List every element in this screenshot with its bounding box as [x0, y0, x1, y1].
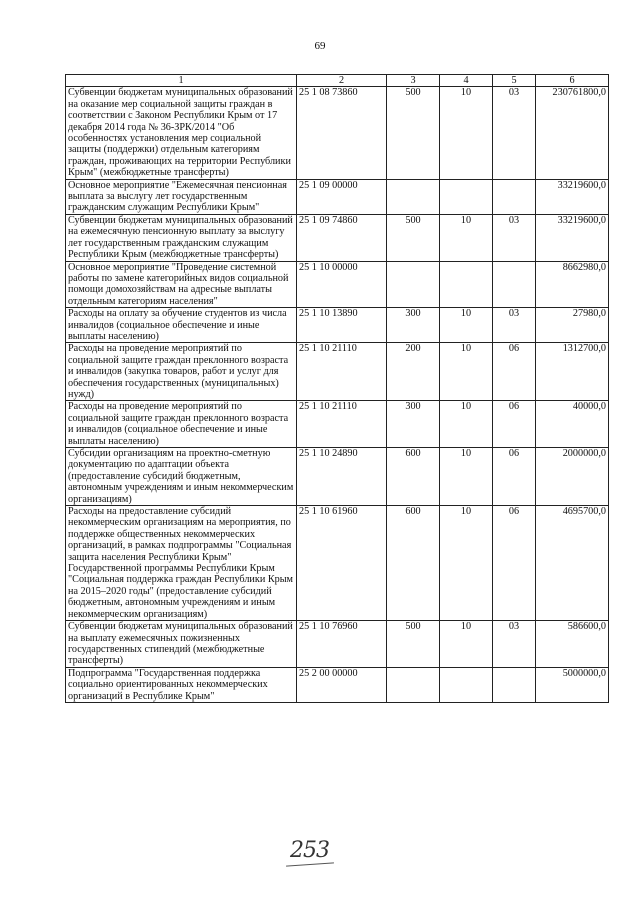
table-row [66, 261, 609, 308]
row-type: 300 [387, 401, 440, 448]
row-description: Субвенции бюджетам муниципальных образований на ежемесячную пенсионную выплату за выслугу лет государственным гражданским служащим Республики Крым (межбюджетные трансферты) [66, 214, 297, 261]
row-subsection: 03 [493, 87, 536, 179]
row-section: 10 [440, 621, 493, 668]
row-subsection [493, 261, 536, 308]
row-amount: 1312700,0 [536, 343, 609, 401]
row-amount: 40000,0 [536, 401, 609, 448]
row-description: Расходы на предоставление субсидий некоммерческим организациям на мероприятия, по поддержке общественных некоммерческих организаций, в рамках подпрограммы "Социальная защита населения Республики Крым" Государственной программы Республики Крым "Социальная поддержка граждан Республики Крым на 2015–2020 годы" (предоставление субсидий бюджетным, автономным учреждениям и иным некоммерческим организациям) [66, 506, 297, 621]
row-description: Основное мероприятие "Ежемесячная пенсионная выплата за выслугу лет государственным гражданским служащим Республики Крым" [66, 179, 297, 214]
table-header-row [66, 75, 609, 87]
row-section [440, 179, 493, 214]
row-code: 25 1 09 00000 [297, 179, 387, 214]
handwritten-page-number-text: 253 [290, 838, 329, 863]
row-code: 25 1 10 21110 [297, 401, 387, 448]
row-code: 25 1 09 74860 [297, 214, 387, 261]
row-section: 10 [440, 448, 493, 506]
row-section: 10 [440, 506, 493, 621]
table-row [66, 87, 609, 179]
row-type: 300 [387, 308, 440, 343]
row-description: Расходы на проведение мероприятий по социальной защите граждан преклонного возраста и инвалидов (социальное обеспечение и иные выплаты населению) [66, 401, 297, 448]
table-row [66, 179, 609, 214]
header-col-5: 5 [493, 75, 536, 87]
table-row [66, 308, 609, 343]
row-amount: 27980,0 [536, 308, 609, 343]
table-row [66, 343, 609, 401]
header-col-2: 2 [297, 75, 387, 87]
handwritten-page-number [290, 838, 329, 863]
row-description: Субсидии организациям на проектно-сметную документацию по адаптации объекта (предоставление субсидий бюджетным, автономным учреждениям и иным некоммерческим организациям) [66, 448, 297, 506]
row-code: 25 1 10 24890 [297, 448, 387, 506]
row-subsection [493, 179, 536, 214]
row-type: 500 [387, 214, 440, 261]
row-description: Расходы на оплату за обучение студентов из числа инвалидов (социальное обеспечение и иные выплаты населению) [66, 308, 297, 343]
row-section: 10 [440, 87, 493, 179]
row-description: Расходы на проведение мероприятий по социальной защите граждан преклонного возраста и инвалидов (закупка товаров, работ и услуг для обеспечения государственных (муниципальных) нужд) [66, 343, 297, 401]
row-type: 500 [387, 621, 440, 668]
table-row [66, 506, 609, 621]
budget-table [65, 74, 609, 703]
header-col-6: 6 [536, 75, 609, 87]
row-code: 25 1 10 61960 [297, 506, 387, 621]
row-code: 25 1 10 21110 [297, 343, 387, 401]
table-row [66, 621, 609, 668]
row-subsection [493, 667, 536, 702]
table-row [66, 448, 609, 506]
row-code: 25 1 10 76960 [297, 621, 387, 668]
row-subsection: 06 [493, 401, 536, 448]
row-type [387, 261, 440, 308]
row-section: 10 [440, 308, 493, 343]
row-amount: 5000000,0 [536, 667, 609, 702]
row-description: Субвенции бюджетам муниципальных образований на выплату ежемесячных пожизненных государственных стипендий (межбюджетные трансферты) [66, 621, 297, 668]
row-amount: 586600,0 [536, 621, 609, 668]
table-row [66, 401, 609, 448]
row-subsection: 06 [493, 506, 536, 621]
row-amount: 33219600,0 [536, 214, 609, 261]
page-number: 69 [314, 40, 326, 52]
row-subsection: 03 [493, 621, 536, 668]
header-col-4: 4 [440, 75, 493, 87]
row-description: Субвенции бюджетам муниципальных образований на оказание мер социальной защиты граждан в соответствии с Законом Республики Крым от 17 декабря 2014 года № 36-ЗРК/2014 "Об особенностях установления мер социальной защиты (поддержки) отдельным категориям граждан, проживающих на территории Республики Крым" (межбюджетные трансферты) [66, 87, 297, 179]
row-amount: 2000000,0 [536, 448, 609, 506]
row-type: 200 [387, 343, 440, 401]
row-code: 25 1 10 00000 [297, 261, 387, 308]
row-section: 10 [440, 214, 493, 261]
row-type: 600 [387, 448, 440, 506]
row-type: 600 [387, 506, 440, 621]
row-section [440, 667, 493, 702]
row-amount: 4695700,0 [536, 506, 609, 621]
row-code: 25 1 08 73860 [297, 87, 387, 179]
row-section [440, 261, 493, 308]
row-description: Подпрограмма "Государственная поддержка социально ориентированных некоммерческих организаций в Республике Крым" [66, 667, 297, 702]
row-description: Основное мероприятие "Проведение системной работы по замене категорийных видов социальной помощи домохозяйствам на адресные выплаты отдельным категориям населения" [66, 261, 297, 308]
row-type [387, 667, 440, 702]
row-code: 25 1 10 13890 [297, 308, 387, 343]
row-amount: 230761800,0 [536, 87, 609, 179]
row-subsection: 06 [493, 448, 536, 506]
header-col-3: 3 [387, 75, 440, 87]
row-amount: 33219600,0 [536, 179, 609, 214]
row-section: 10 [440, 401, 493, 448]
row-type: 500 [387, 87, 440, 179]
row-subsection: 03 [493, 214, 536, 261]
row-subsection: 06 [493, 343, 536, 401]
row-subsection: 03 [493, 308, 536, 343]
table-row [66, 667, 609, 702]
table-row [66, 214, 609, 261]
row-section: 10 [440, 343, 493, 401]
row-code: 25 2 00 00000 [297, 667, 387, 702]
header-col-1: 1 [66, 75, 297, 87]
row-type [387, 179, 440, 214]
row-amount: 8662980,0 [536, 261, 609, 308]
